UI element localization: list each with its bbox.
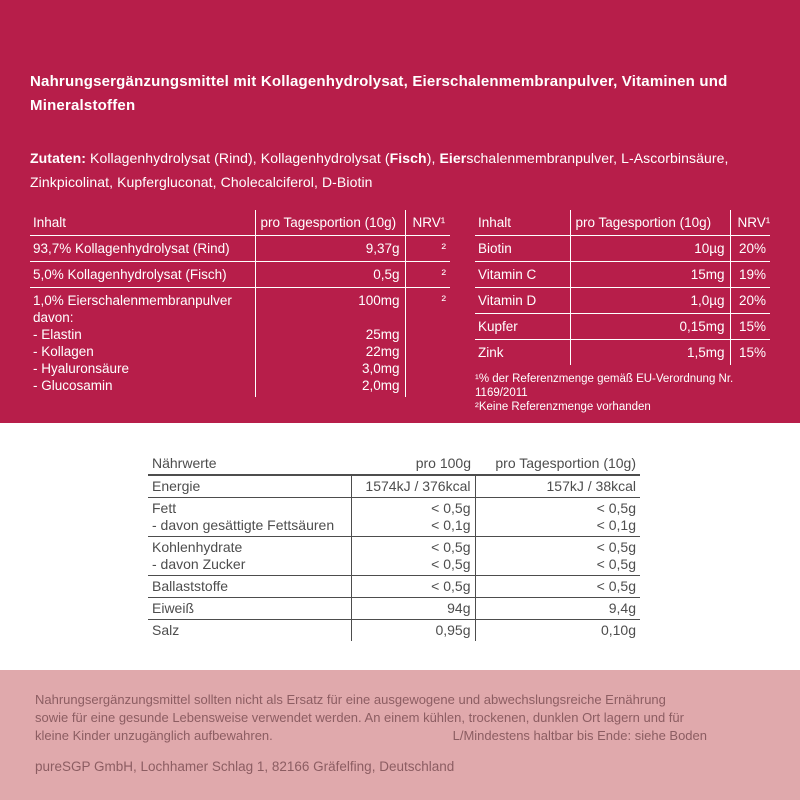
row-nrv: 19%	[730, 262, 770, 288]
row-value	[255, 288, 405, 398]
micronutrient-header-inhalt: Inhalt	[475, 210, 570, 236]
nutrition-header-portion: pro Tagesportion (10g)	[475, 453, 640, 475]
composition-header-nrv: NRV¹	[405, 210, 450, 236]
row-value-line1: < 0,5g	[596, 539, 636, 555]
row-value-line1: < 0,5g	[431, 500, 471, 516]
row-label: 93,7% Kollagenhydrolysat (Rind)	[30, 236, 255, 262]
ingredients-segment: Kollagenhydrolysat (Rind), Kollagenhydrolysat (	[86, 150, 390, 166]
row-label-line2: - davon gesättigte Fettsäuren	[152, 517, 335, 533]
row-label: Vitamin C	[475, 262, 570, 288]
group-value: 100mg	[358, 293, 400, 308]
row-portion	[475, 498, 640, 537]
table-row	[148, 576, 640, 598]
table-row	[475, 288, 770, 314]
row-value: 1,5mg	[570, 340, 730, 366]
row-value-line2: < 0,1g	[596, 517, 636, 533]
ingredients-segment-bold: Eier	[439, 150, 467, 166]
product-title	[30, 0, 770, 118]
row-portion	[475, 537, 640, 576]
sub-row-value: 2,0mg	[361, 378, 400, 393]
storage-line1: Nahrungsergänzungsmittel sollten nicht als Ersatz für eine ausgewogene und abwechslungsreiche Ernährung	[35, 692, 666, 707]
sub-row-label: - Kollagen	[33, 344, 94, 359]
row-portion: 157kJ / 38kcal	[475, 475, 640, 498]
row-nrv	[405, 288, 450, 398]
row-label-line1: Kohlenhydrate	[152, 539, 243, 555]
sub-row-value: 3,0mg	[361, 361, 400, 376]
table-row	[148, 498, 640, 537]
row-nrv: 15%	[730, 314, 770, 340]
bottom-section	[0, 670, 800, 800]
ingredients-segment: ),	[426, 150, 440, 166]
row-label: Zink	[478, 345, 504, 360]
micronutrient-header-portion: pro Tagesportion (10g)	[570, 210, 730, 236]
row-value-line2: < 0,5g	[596, 556, 636, 572]
group-label: 1,0% Eierschalenmembranpulver	[33, 293, 232, 308]
row-per100g: 0,95g	[351, 620, 475, 642]
ingredients-line2: Zinkpicolinat, Kupfergluconat, Cholecalciferol, D-Biotin	[30, 174, 373, 190]
table-row	[475, 340, 770, 366]
storage-note	[35, 691, 707, 745]
ingredients-text	[30, 146, 770, 194]
sub-row-label: - Elastin	[33, 327, 82, 342]
ingredients-segment: schalenmembranpulver, L-Ascorbinsäure,	[466, 150, 729, 166]
sub-row-label: - Glucosamin	[33, 378, 113, 393]
row-nrv: 20%	[730, 288, 770, 314]
nutrition-section	[0, 423, 800, 670]
micronutrient-header-nrv: NRV¹	[730, 210, 770, 236]
row-nrv: 15%	[730, 340, 770, 366]
table-row	[475, 236, 770, 262]
row-label-line2: - davon Zucker	[152, 556, 246, 572]
row-value: 0,15mg	[570, 314, 730, 340]
group-nrv: ²	[441, 293, 446, 308]
row-label	[148, 537, 351, 576]
row-label: Energie	[148, 475, 351, 498]
group-sublabel: davon:	[33, 310, 74, 325]
table-row	[30, 262, 450, 288]
row-portion: 0,10g	[475, 620, 640, 642]
micronutrient-table	[475, 210, 770, 365]
product-title-line1: Nahrungsergänzungsmittel mit Kollagenhydrolysat, Eierschalenmembranpulver, Vitaminen und	[30, 73, 728, 90]
row-label	[30, 288, 255, 398]
row-label: Biotin	[475, 236, 570, 262]
row-nrv: 20%	[730, 236, 770, 262]
row-value: 1,0µg	[570, 288, 730, 314]
ingredients-segment-bold: Fisch	[389, 150, 427, 166]
row-label: Kupfer	[475, 314, 570, 340]
micronutrient-header-row	[475, 210, 770, 236]
row-per100g: 1574kJ / 376kcal	[351, 475, 475, 498]
sub-row-value: 25mg	[365, 327, 400, 342]
composition-header-portion: pro Tagesportion (10g)	[255, 210, 405, 236]
composition-table	[30, 210, 450, 397]
row-label: Salz	[152, 622, 180, 638]
row-value: 10µg	[570, 236, 730, 262]
row-per100g	[351, 537, 475, 576]
row-label	[148, 498, 351, 537]
table-row	[148, 475, 640, 498]
product-title-line2: Mineralstoffen	[30, 97, 136, 114]
footnotes	[475, 372, 770, 414]
row-per100g: 94g	[351, 598, 475, 620]
ingredients-label: Zutaten:	[30, 150, 87, 166]
best-before-note: L/Mindestens haltbar bis Ende: siehe Boden	[452, 728, 707, 743]
sub-row-value: 22mg	[365, 344, 400, 359]
footnote-reference: ¹% der Referenzmenge gemäß EU-Verordnung Nr. 1169/2011	[475, 373, 734, 399]
storage-line3-text: kleine Kinder unzugänglich aufbewahren.	[35, 728, 273, 743]
composition-header-inhalt: Inhalt	[30, 210, 255, 236]
row-label: Eiweiß	[148, 598, 351, 620]
row-value-line1: < 0,5g	[596, 500, 636, 516]
row-nrv: ²	[405, 236, 450, 262]
sub-row-label: - Hyaluronsäure	[33, 361, 130, 376]
storage-line3	[35, 727, 707, 745]
nutrition-header-row	[148, 453, 640, 475]
row-label: 5,0% Kollagenhydrolysat (Fisch)	[30, 262, 255, 288]
row-value: 0,5g	[255, 262, 405, 288]
micronutrient-column	[475, 210, 770, 414]
row-per100g	[351, 498, 475, 537]
row-label-line1: Fett	[152, 500, 177, 516]
row-nrv: ²	[405, 262, 450, 288]
company-address: pureSGP GmbH, Lochhamer Schlag 1, 82166 Gräfelfing, Deutschland	[35, 759, 455, 774]
row-value-line1: < 0,5g	[431, 539, 471, 555]
spacer	[256, 309, 400, 326]
nutrition-header-naehrwerte: Nährwerte	[148, 453, 351, 475]
ingredient-tables	[30, 210, 770, 414]
table-row	[475, 314, 770, 340]
row-label: Vitamin D	[475, 288, 570, 314]
table-row-group	[30, 288, 450, 398]
table-row	[148, 537, 640, 576]
row-per100g: < 0,5g	[351, 576, 475, 598]
table-row	[148, 620, 640, 642]
row-portion: 9,4g	[475, 598, 640, 620]
nutrition-table	[148, 453, 640, 641]
row-value-line2: < 0,1g	[431, 517, 471, 533]
table-row	[475, 262, 770, 288]
storage-line2: sowie für eine gesunde Lebensweise verwendet werden. An einem kühlen, trockenen, dunklen Ort lagern und für	[35, 710, 684, 725]
table-row	[148, 598, 640, 620]
table-row	[30, 236, 450, 262]
row-label: Ballaststoffe	[148, 576, 351, 598]
row-value: 15mg	[570, 262, 730, 288]
row-portion: < 0,5g	[475, 576, 640, 598]
row-value: 9,37g	[255, 236, 405, 262]
footnote-no-reference: ²Keine Referenzmenge vorhanden	[475, 401, 651, 413]
row-value-line2: < 0,5g	[431, 556, 471, 572]
nutrition-header-per100g: pro 100g	[351, 453, 475, 475]
composition-header-row	[30, 210, 450, 236]
ingredients-line1	[30, 146, 770, 170]
